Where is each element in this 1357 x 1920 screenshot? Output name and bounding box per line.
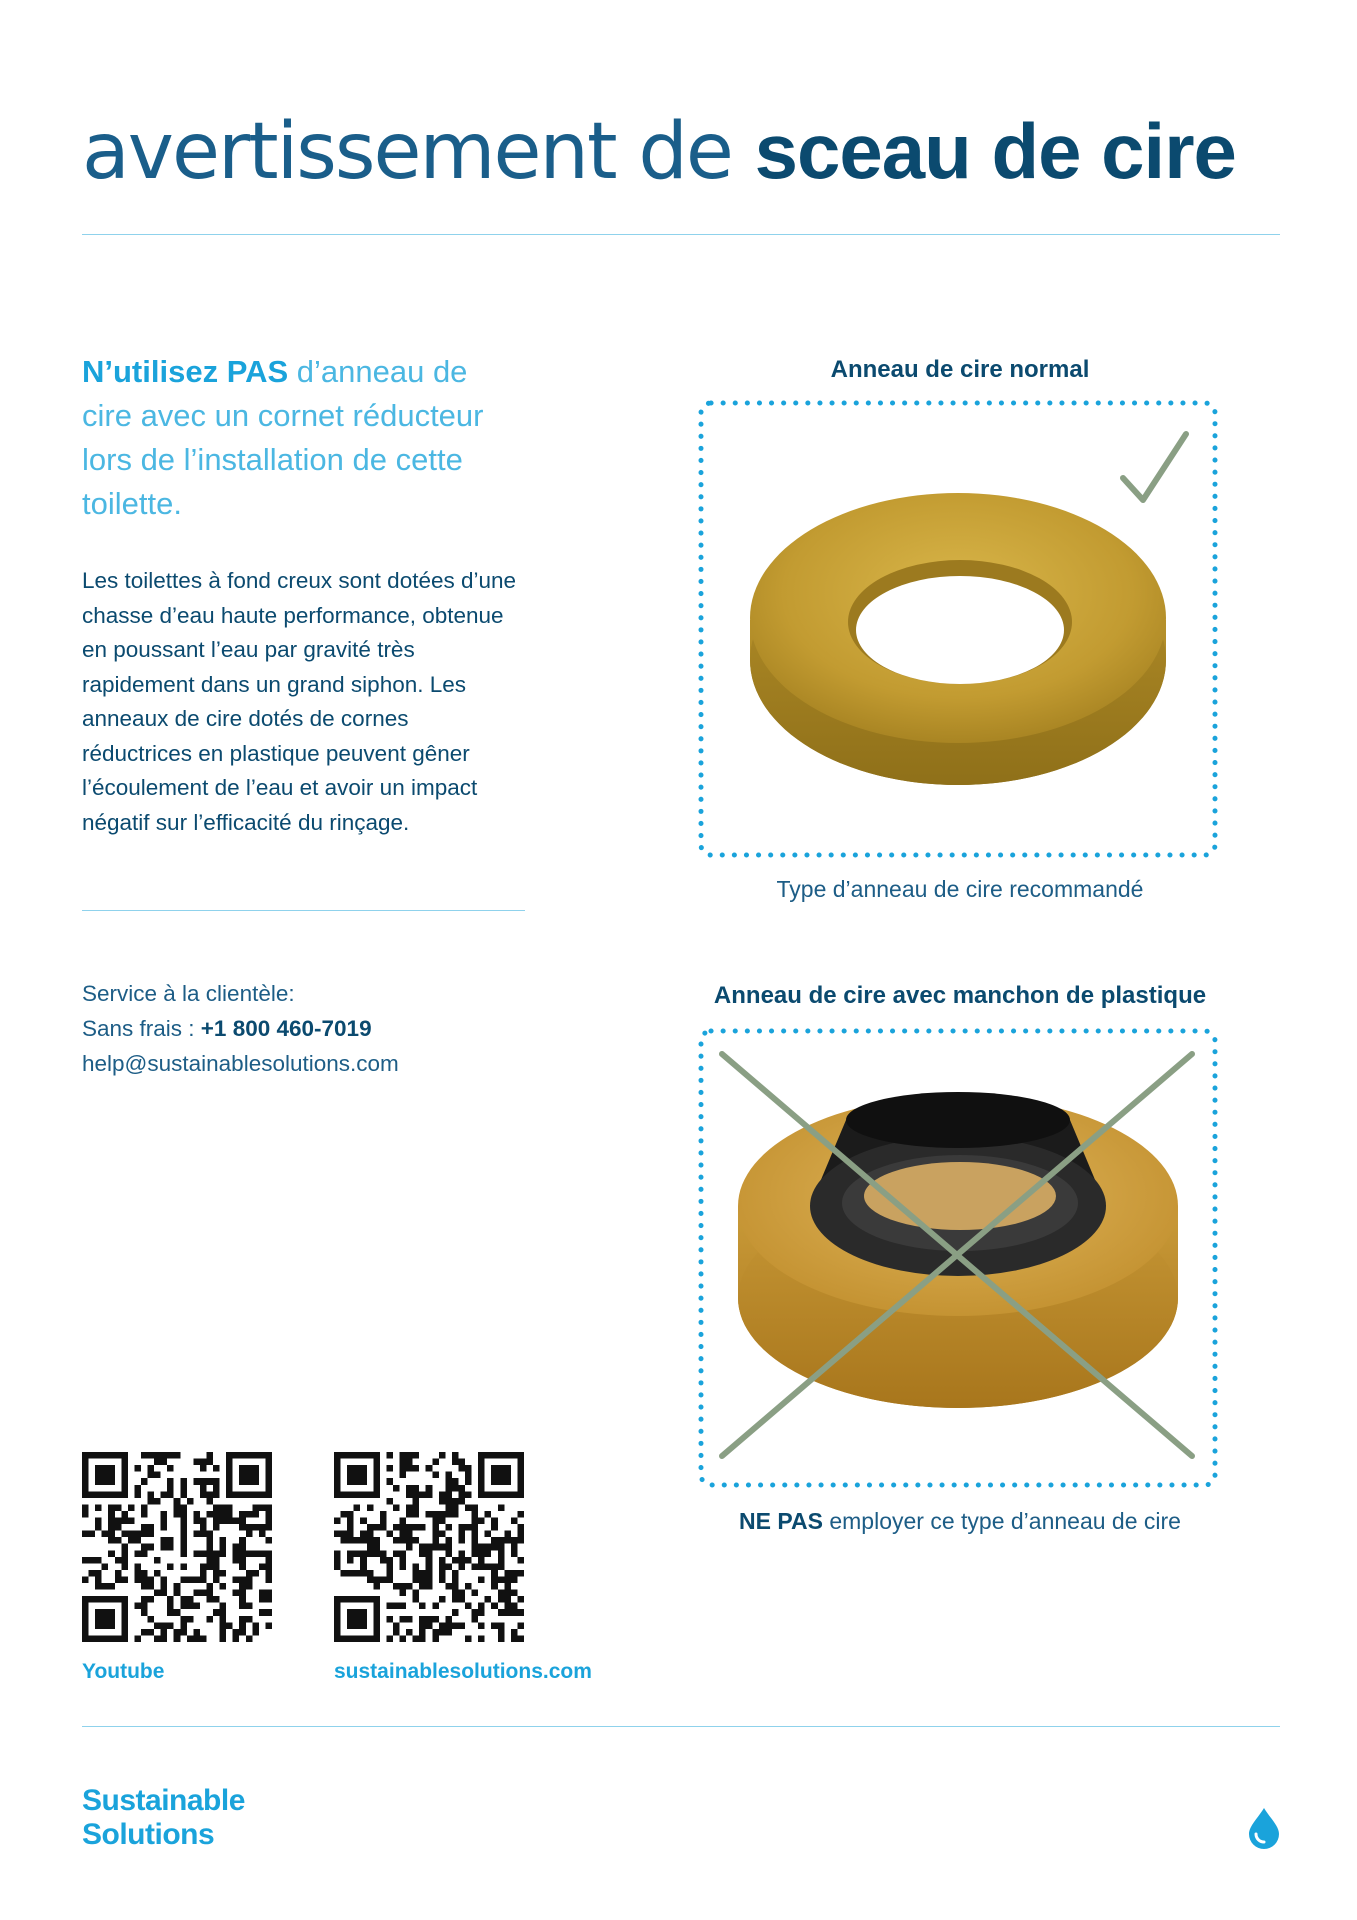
page-title [82,107,1236,197]
middle-divider [82,910,525,911]
body-paragraph: Les toilettes à fond creux sont dotées d’une chasse d’eau haute performance, obtenue en poussant l’eau par gravité très rapidement dans un grand siphon. Les anneaux de cire dotés de cornes réductrices en plastique peuvent gêner l’écoulement de l’eau et avoir un impact négatif sur l’efficacité du rinçage. [82,568,517,835]
brand-logo [82,1784,245,1852]
wax-ring-image [750,493,1166,785]
normal-ring-frame [698,400,1218,858]
lead-strong: N’utilisez PAS [82,354,289,389]
sleeve-ring-heading: Anneau de cire avec manchon de plastique [713,982,1207,1009]
top-divider [82,234,1280,235]
title-bold: sceau de cire [754,107,1236,195]
water-drop-icon [1246,1806,1282,1850]
caption-strong: NE PAS [739,1508,823,1534]
contact-email[interactable]: help@sustainablesolutions.com [82,1051,399,1076]
bottom-divider [82,1726,1280,1727]
youtube-qr-code[interactable] [82,1452,272,1642]
tollfree-label: Sans frais : [82,1016,201,1041]
logo-line-2: Solutions [82,1818,215,1851]
lead-rest: d’anneau de cire avec un cornet réducteur lors de l’installation de cette toilette. [82,354,484,521]
lead-warning [82,350,522,526]
wax-ring-with-sleeve-image [738,1092,1178,1408]
contact-block [82,976,542,1081]
phone-number[interactable]: +1 800 460-7019 [200,1016,372,1041]
contact-service: Service à la clientèle: [82,981,295,1006]
normal-ring-caption: Type d’anneau de cire recommandé [776,876,1144,902]
website-qr-code[interactable] [334,1452,524,1642]
logo-line-1: Sustainable [82,1784,245,1817]
contact-phone-line [82,1011,542,1046]
check-icon [1123,434,1186,500]
sleeve-ring-caption [700,1505,1220,1537]
caption-rest: employer ce type d’anneau de cire [822,1508,1181,1534]
sleeve-ring-frame [698,1028,1218,1488]
youtube-label[interactable]: Youtube [82,1660,165,1683]
normal-ring-heading: Anneau de cire normal [830,356,1090,383]
website-label[interactable]: sustainablesolutions.com [334,1660,592,1683]
title-light: avertissement de [82,107,755,197]
